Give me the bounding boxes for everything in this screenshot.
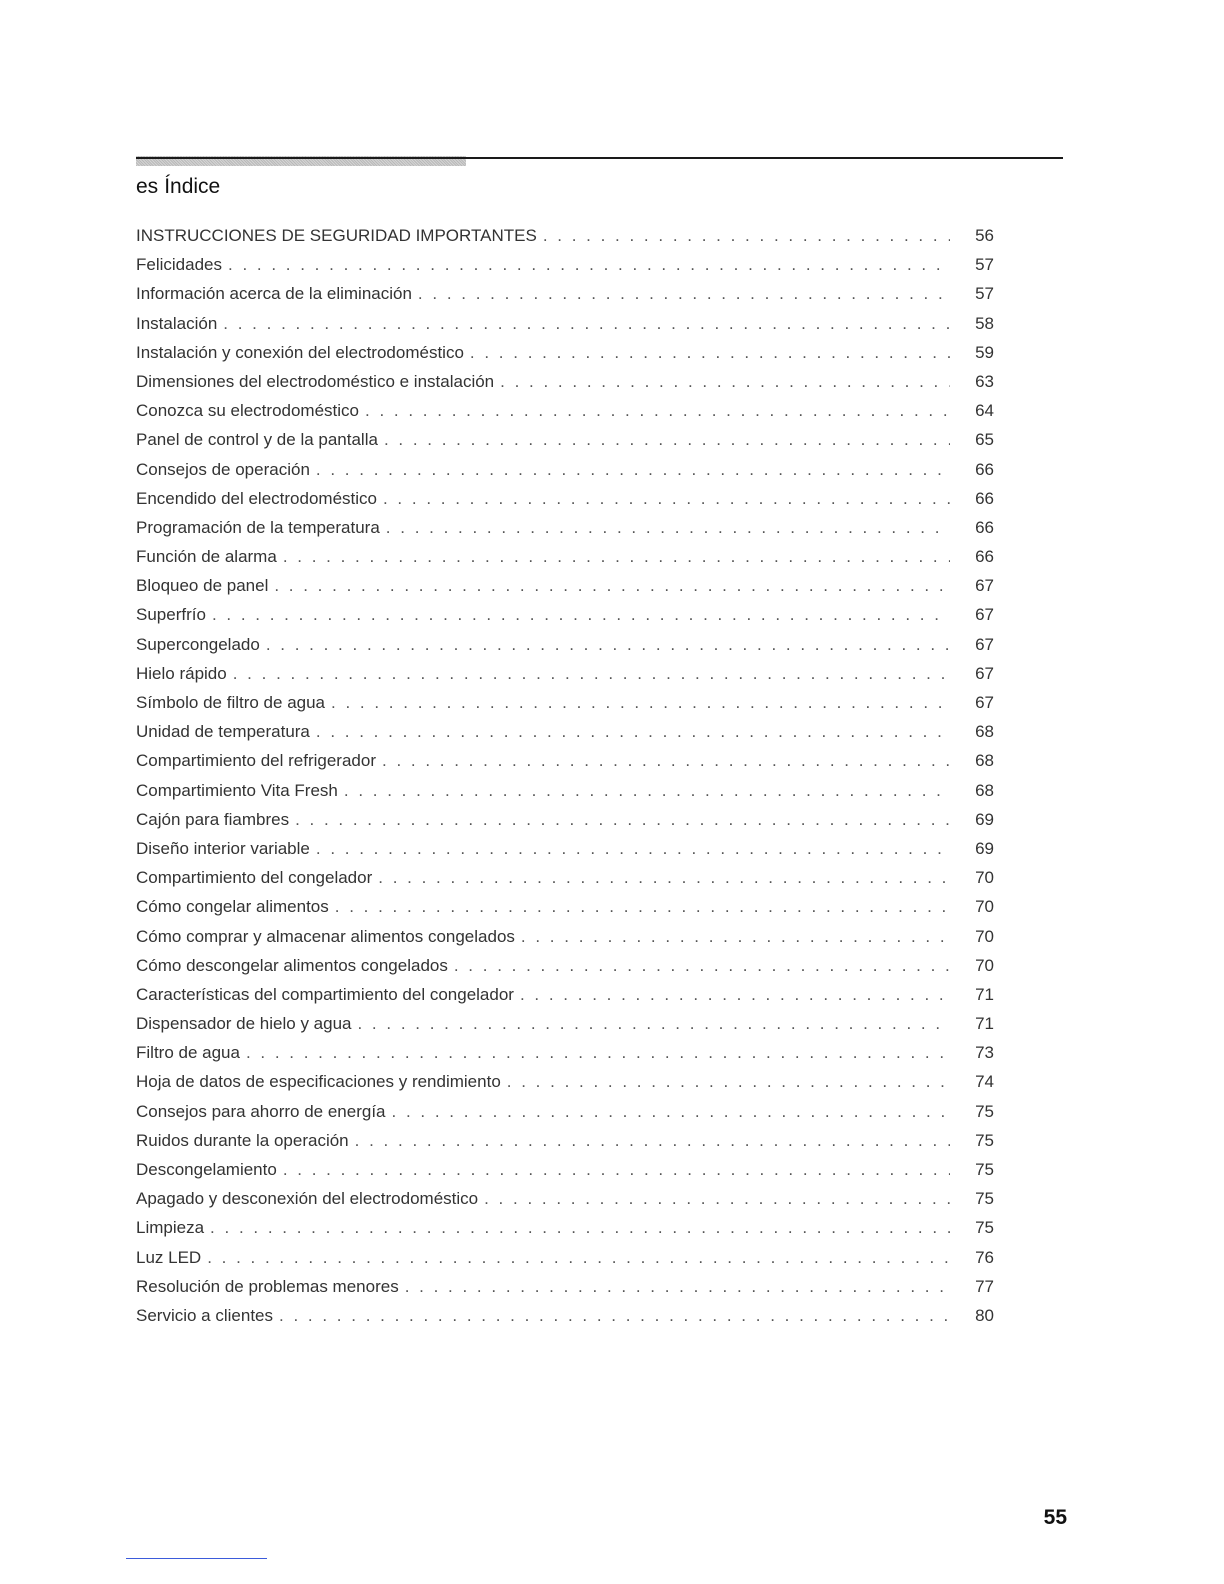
toc-entry[interactable] <box>136 1218 994 1247</box>
toc-dot-leader <box>233 664 950 684</box>
toc-dot-leader <box>283 547 950 567</box>
toc-entry-title: Limpieza <box>136 1218 205 1238</box>
toc-entry-title: Dimensiones del electrodoméstico e instalación <box>136 371 495 391</box>
toc-dot-leader <box>283 1160 950 1180</box>
toc-dot-leader <box>355 1131 950 1151</box>
toc-entry[interactable] <box>136 927 994 956</box>
toc-entry[interactable] <box>136 1189 994 1218</box>
toc-dot-leader <box>207 1248 950 1268</box>
toc-dot-leader <box>274 576 950 596</box>
toc-entry-title: Diseño interior variable <box>136 838 310 858</box>
header-rule <box>136 157 1063 159</box>
toc-entry-page: 77 <box>975 1276 994 1296</box>
toc-dot-leader <box>316 722 950 742</box>
toc-dot-leader <box>246 1043 950 1063</box>
toc-entry-page: 71 <box>975 984 994 1004</box>
toc-dot-leader <box>383 489 950 509</box>
toc-dot-leader <box>266 635 950 655</box>
toc-entry[interactable] <box>136 781 994 810</box>
toc-entry-page: 67 <box>975 693 994 712</box>
page-number: 55 <box>1043 1506 1067 1529</box>
footer-link-underline <box>126 1558 267 1559</box>
toc-entry-page: 64 <box>975 401 994 421</box>
toc-dot-leader <box>418 284 950 304</box>
table-of-contents <box>136 226 994 1335</box>
toc-entry-title: Resolución de problemas menores <box>136 1276 399 1296</box>
toc-entry-page: 71 <box>975 1014 994 1034</box>
toc-entry[interactable] <box>136 839 994 868</box>
toc-entry-title: Superfrío <box>136 605 206 625</box>
toc-entry-page: 80 <box>975 1305 994 1325</box>
toc-dot-leader <box>382 751 950 771</box>
toc-entry[interactable] <box>136 722 994 751</box>
toc-entry-page: 63 <box>975 371 994 391</box>
toc-dot-leader <box>405 1277 950 1297</box>
toc-entry-page: 69 <box>975 838 994 858</box>
toc-dot-leader <box>365 401 950 421</box>
toc-entry-title: Dispensador de hielo y agua <box>136 1014 352 1034</box>
toc-entry[interactable] <box>136 605 994 634</box>
toc-entry-title: Filtro de agua <box>136 1043 240 1063</box>
toc-entry[interactable] <box>136 956 994 985</box>
toc-entry-title: Descongelamiento <box>136 1160 277 1179</box>
toc-entry-page: 75 <box>975 1189 994 1209</box>
toc-entry-page: 75 <box>975 1218 994 1238</box>
toc-entry-page: 68 <box>975 780 994 800</box>
toc-entry-page: 66 <box>975 459 994 479</box>
toc-entry[interactable] <box>136 751 994 780</box>
toc-entry[interactable] <box>136 1306 994 1335</box>
toc-entry-title: Hielo rápido <box>136 663 227 683</box>
toc-entry-title: Compartimiento del refrigerador <box>136 751 376 771</box>
toc-entry[interactable] <box>136 1277 994 1306</box>
toc-dot-leader <box>384 430 950 450</box>
toc-entry-title: Instalación <box>136 313 218 333</box>
toc-entry-page: 57 <box>975 284 994 304</box>
toc-dot-leader <box>520 985 950 1005</box>
toc-entry[interactable] <box>136 1160 994 1189</box>
toc-entry-title: Características del compartimiento del congelador <box>136 984 514 1004</box>
toc-dot-leader <box>279 1306 950 1326</box>
toc-entry-page: 75 <box>975 1101 994 1121</box>
toc-entry[interactable] <box>136 430 994 459</box>
toc-entry[interactable] <box>136 635 994 664</box>
toc-entry-title: Cómo descongelar alimentos congelados <box>136 955 448 975</box>
toc-entry-title: Hoja de datos de especificaciones y rendimiento <box>136 1072 501 1092</box>
toc-entry[interactable] <box>136 343 994 372</box>
toc-dot-leader <box>507 1072 950 1092</box>
toc-entry[interactable] <box>136 1014 994 1043</box>
toc-entry-page: 68 <box>975 751 994 771</box>
toc-entry-title: Cajón para fiambres <box>136 809 290 829</box>
toc-entry[interactable] <box>136 693 994 722</box>
toc-entry-page: 68 <box>975 722 994 742</box>
toc-dot-leader <box>500 372 950 392</box>
toc-entry[interactable] <box>136 576 994 605</box>
toc-entry-title: Bloqueo de panel <box>136 576 269 596</box>
toc-dot-leader <box>335 897 950 917</box>
toc-entry-title: Conozca su electrodoméstico <box>136 401 360 421</box>
toc-dot-leader <box>295 810 950 830</box>
toc-entry[interactable] <box>136 1102 994 1131</box>
toc-entry-page: 73 <box>975 1043 994 1063</box>
toc-entry-title: Servicio a clientes <box>136 1305 274 1325</box>
toc-dot-leader <box>454 956 950 976</box>
toc-dot-leader <box>331 693 950 713</box>
toc-entry-title: Encendido del electrodoméstico <box>136 488 377 508</box>
toc-entry[interactable] <box>136 314 994 343</box>
toc-entry[interactable] <box>136 868 994 897</box>
toc-entry-page: 56 <box>975 226 994 245</box>
toc-dot-leader <box>378 868 950 888</box>
toc-entry[interactable] <box>136 1043 994 1072</box>
toc-entry-title: Símbolo de filtro de agua <box>136 693 326 712</box>
toc-entry[interactable] <box>136 226 994 255</box>
language-code: es <box>136 175 159 198</box>
toc-entry-page: 70 <box>975 897 994 917</box>
toc-entry-title: Unidad de temperatura <box>136 722 310 742</box>
page-title <box>136 175 220 199</box>
toc-entry-title: Supercongelado <box>136 634 260 654</box>
toc-entry-page: 58 <box>975 313 994 333</box>
toc-dot-leader <box>223 314 950 334</box>
toc-entry[interactable] <box>136 401 994 430</box>
toc-entry-page: 66 <box>975 488 994 508</box>
toc-entry[interactable] <box>136 1248 994 1277</box>
toc-entry-page: 70 <box>975 926 994 946</box>
toc-entry[interactable] <box>136 897 994 926</box>
toc-entry-page: 67 <box>975 634 994 654</box>
toc-dot-leader <box>344 781 950 801</box>
toc-entry-page: 57 <box>975 255 994 275</box>
toc-dot-leader <box>521 927 950 947</box>
toc-entry[interactable] <box>136 1131 994 1160</box>
toc-dot-leader <box>228 255 950 275</box>
toc-entry-title: Ruidos durante la operación <box>136 1130 349 1150</box>
toc-entry[interactable] <box>136 810 994 839</box>
toc-entry-page: 66 <box>975 547 994 567</box>
toc-dot-leader <box>316 839 950 859</box>
toc-entry-title: Consejos para ahorro de energía <box>136 1101 386 1121</box>
toc-entry[interactable] <box>136 255 994 284</box>
toc-entry[interactable] <box>136 284 994 313</box>
toc-entry-title: Cómo congelar alimentos <box>136 897 329 917</box>
toc-dot-leader <box>210 1218 950 1238</box>
toc-entry-title: Felicidades <box>136 255 222 275</box>
toc-entry[interactable] <box>136 489 994 518</box>
toc-entry[interactable] <box>136 518 994 547</box>
toc-entry[interactable] <box>136 1072 994 1101</box>
toc-entry-page: 74 <box>975 1072 994 1092</box>
toc-dot-leader <box>543 226 950 246</box>
toc-entry-title: Instalación y conexión del electrodoméstico <box>136 342 464 362</box>
toc-entry-title: Apagado y desconexión del electrodoméstico <box>136 1189 479 1209</box>
toc-dot-leader <box>470 343 950 363</box>
toc-entry-page: 59 <box>975 342 994 362</box>
toc-entry-page: 67 <box>975 663 994 683</box>
toc-entry-page: 69 <box>975 809 994 829</box>
toc-entry-page: 70 <box>975 868 994 888</box>
toc-entry-page: 65 <box>975 430 994 450</box>
toc-entry-page: 75 <box>975 1160 994 1179</box>
toc-entry-title: INSTRUCCIONES DE SEGURIDAD IMPORTANTES <box>136 226 537 245</box>
toc-entry[interactable] <box>136 547 994 576</box>
toc-entry[interactable] <box>136 985 994 1014</box>
toc-entry-page: 67 <box>975 605 994 625</box>
toc-dot-leader <box>386 518 950 538</box>
toc-dot-leader <box>212 605 950 625</box>
toc-entry-title: Luz LED <box>136 1247 202 1267</box>
toc-entry[interactable] <box>136 460 994 489</box>
toc-entry-title: Consejos de operación <box>136 459 310 479</box>
toc-entry-page: 76 <box>975 1247 994 1267</box>
toc-dot-leader <box>357 1014 950 1034</box>
toc-entry-page: 70 <box>975 955 994 975</box>
toc-entry-title: Compartimiento Vita Fresh <box>136 780 338 800</box>
toc-entry-title: Panel de control y de la pantalla <box>136 430 378 450</box>
toc-entry-page: 66 <box>975 517 994 537</box>
toc-dot-leader <box>484 1189 950 1209</box>
toc-entry-title: Función de alarma <box>136 547 277 567</box>
toc-entry-title: Compartimiento del congelador <box>136 868 373 888</box>
toc-entry-title: Información acerca de la eliminación <box>136 284 412 304</box>
toc-entry-page: 75 <box>975 1130 994 1150</box>
title-text: Índice <box>164 175 221 198</box>
toc-entry-title: Programación de la temperatura <box>136 517 380 537</box>
toc-entry-page: 67 <box>975 576 994 596</box>
toc-entry[interactable] <box>136 664 994 693</box>
toc-dot-leader <box>392 1102 951 1122</box>
toc-entry-title: Cómo comprar y almacenar alimentos congelados <box>136 926 515 946</box>
toc-dot-leader <box>316 460 950 480</box>
toc-entry[interactable] <box>136 372 994 401</box>
